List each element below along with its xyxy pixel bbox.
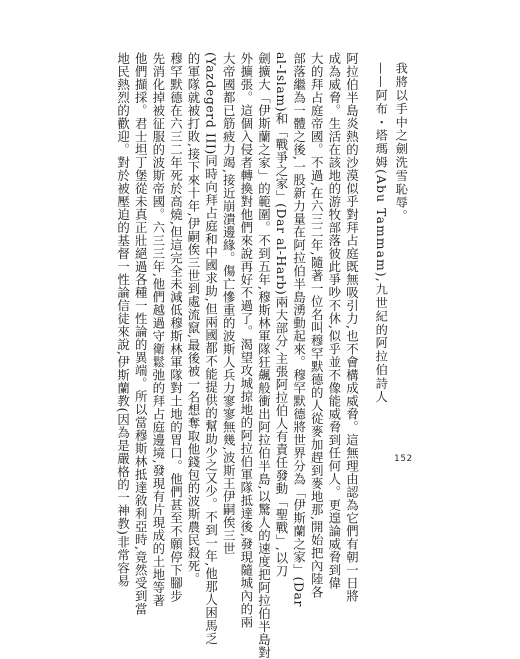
text-column: 他們擷採。君士坦丁堡從未真正壯絕過各種一性論的異端。所以當穆斯林抵達敘利亞時,竟然受到當 xyxy=(133,52,149,616)
text-column: 大的拜占庭帝國。不過,在六三二年,隨著一位名叫穆罕默德的人從麥加趕到麥地那,開始把內陸各 xyxy=(309,52,325,599)
text-column: 阿拉伯半島炎熱的沙漠似乎對拜占庭既無吸引力,也不會構成威脅。這無理由認為它們有朝一日將 xyxy=(344,52,360,603)
epigraph-quote: 我將以手中之劍洗雪恥辱。 xyxy=(394,62,409,223)
epigraph-attribution: ——阿布・塔瑪姆(Abu Tammam),九世紀的阿拉伯詩人 xyxy=(374,62,389,404)
text-column: 地民熱烈的歡迎。對於被壓迫的基督一性論信徒來說,伊斯蘭教(因為是嚴格的一神教)非常容易 xyxy=(115,52,131,588)
text-column: 先消化掉被征服的波斯帝國。六三三年,他們越過守衛鬆弛的拜占庭邊境,發現有片現成的土地等著 xyxy=(150,52,166,608)
text-column: 劍擴大「伊斯蘭之家」的範圍。不到五年,穆斯林軍隊狂飆般衝出阿拉伯半島,以驚人的速度把阿拉伯半島對 xyxy=(256,52,272,659)
text-column: 的軍隊就被打敗,接下來十年,伊嗣俟三世到處流竄,最後被一名想奪取他錢包的波斯農民殺死。 xyxy=(186,52,201,586)
text-column: al-Islam)和「戰爭之家」(Dar al-Harb)兩大部分,主張阿拉伯人有責任發動「聖戰」,以刀 xyxy=(274,52,289,578)
text-column: 部落繼為一體之後,一股新力量在阿拉伯半島湧動起來。穆罕默德將世界分為「伊斯蘭之家」(Dar xyxy=(291,52,307,608)
page-number: 152 xyxy=(394,454,413,464)
text-column: (Yazdegerd III)同時向拜占庭和中國求助,但兩國都不能提供的幫助少之又少。不到一年,他那人困馬乏 xyxy=(203,52,219,645)
text-column: 成為威脅。生活在該地的游牧部落彼此爭吵不休,似乎並不像能威脅到任何人。更遑論威脅到偉 xyxy=(326,52,342,590)
text-column: 大帝國都已筋疲力竭,接近崩潰邊緣。傷亡慘重的波斯人兵力寥寥無幾,波斯王伊嗣俟三世 xyxy=(221,52,237,556)
text-column: 穆罕默德在六三二年死於高燒,但這完全未減低穆斯林軍隊對土地的胃口。他們甚至不願停下腳步 xyxy=(168,52,184,603)
text-column: 外擴張。這個入侵者轉換對他們來說再好不過了。渴望攻城掠地的阿拉伯軍隊抵達後,發現隨城內的兩 xyxy=(238,52,254,629)
